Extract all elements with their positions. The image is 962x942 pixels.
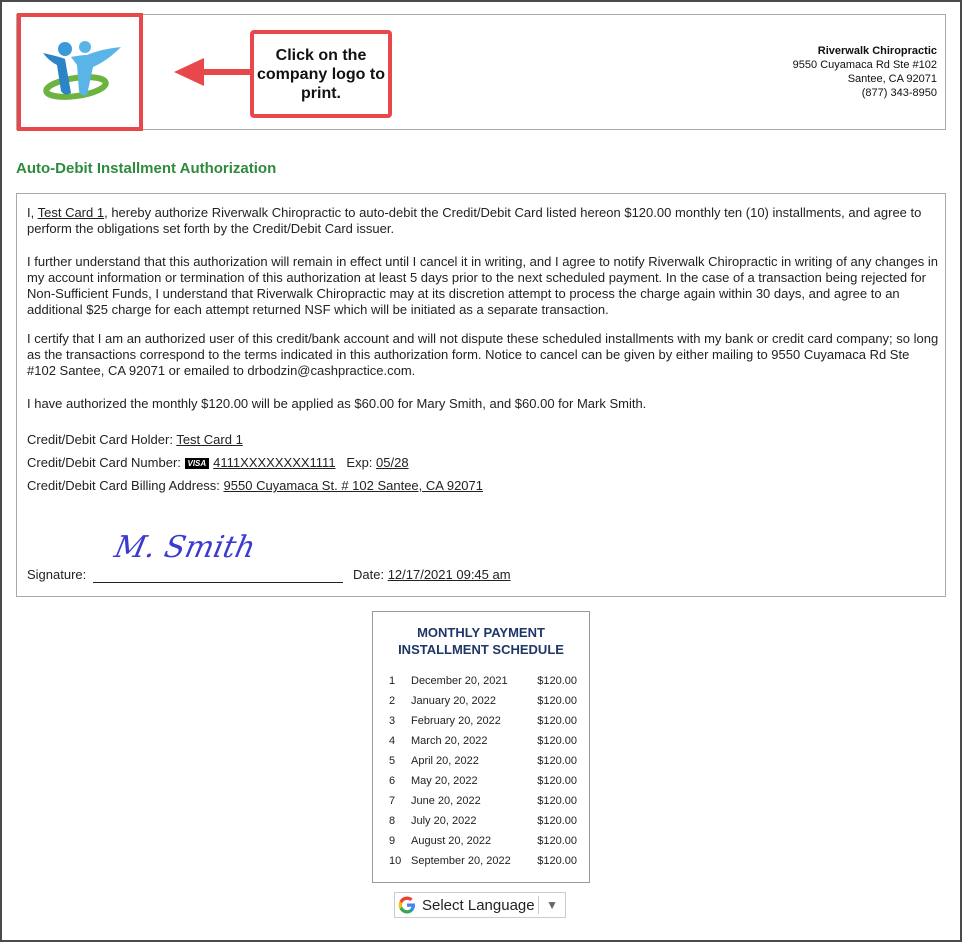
installment-amount: $120.00 — [537, 855, 577, 867]
card-number-field — [27, 455, 409, 471]
billing-address-label: Credit/Debit Card Billing Address: — [27, 478, 224, 493]
installment-date: July 20, 2022 — [411, 815, 477, 827]
language-select-label: Select Language — [422, 896, 535, 914]
page-title: Auto-Debit Installment Authorization — [16, 160, 277, 177]
installment-amount: $120.00 — [537, 835, 577, 847]
schedule-row — [373, 811, 589, 831]
cardholder-name: Test Card 1 — [37, 205, 105, 220]
card-number-value: 4111XXXXXXXX1111 — [213, 455, 336, 470]
installment-number: 7 — [389, 795, 396, 807]
installment-amount: $120.00 — [537, 715, 577, 727]
p1-text: , hereby authorize Riverwalk Chiropractic to auto-debit the Credit/Debit Card listed hereon $120.00 monthly ten (10) installments, and agree to perform the obligations set forth by the Credit/Debit Card issuer. — [27, 205, 922, 236]
card-holder-field — [27, 432, 243, 448]
card-number-label: Credit/Debit Card Number: — [27, 455, 185, 470]
installment-amount: $120.00 — [537, 755, 577, 767]
visa-icon: VISA — [185, 458, 210, 469]
installment-date: March 20, 2022 — [411, 735, 488, 747]
installment-date: May 20, 2022 — [411, 775, 478, 787]
billing-address-field — [27, 478, 483, 494]
language-divider — [538, 896, 539, 914]
schedule-title — [373, 624, 589, 658]
installment-date: April 20, 2022 — [411, 755, 479, 767]
dropdown-caret-icon: ▼ — [546, 898, 558, 912]
company-address-line2: Santee, CA 92071 — [847, 73, 937, 85]
schedule-row — [373, 851, 589, 871]
installment-date: August 20, 2022 — [411, 835, 492, 847]
company-name: Riverwalk Chiropractic — [817, 45, 937, 57]
card-exp-value: 05/28 — [376, 455, 409, 470]
installment-number: 1 — [389, 675, 396, 687]
schedule-row — [373, 731, 589, 751]
signature-label: Signature: — [27, 567, 87, 582]
authorization-body — [16, 193, 946, 597]
schedule-row — [373, 791, 589, 811]
company-phone: (877) 343-8950 — [861, 87, 937, 99]
arrow-left-icon — [174, 58, 204, 86]
installment-amount: $120.00 — [537, 735, 577, 747]
schedule-title-line1: MONTHLY PAYMENT — [417, 625, 545, 640]
installment-number: 2 — [389, 695, 396, 707]
schedule-row — [373, 771, 589, 791]
installment-date: June 20, 2022 — [411, 795, 481, 807]
installment-amount: $120.00 — [537, 775, 577, 787]
paragraph-1 — [27, 205, 939, 237]
schedule-row — [373, 751, 589, 771]
language-select[interactable] — [394, 892, 566, 918]
signature-line — [93, 582, 343, 583]
paragraph-3: I certify that I am an authorized user of this credit/bank account and will not dispute these scheduled installments with my bank or credit card company; so long as the transactions correspond to the terms indicated in this authorization form. Notice to cancel can be given by either mailing to 9550 Cuyamaca Rd Ste #102 Santee, CA 92071 or emailed to drbodzin@cashpractice.com. — [27, 331, 939, 378]
installment-number: 6 — [389, 775, 396, 787]
signature-date-field — [353, 567, 511, 583]
date-value: 12/17/2021 09:45 am — [387, 567, 511, 582]
card-holder-label: Credit/Debit Card Holder: — [27, 432, 177, 447]
installment-number: 9 — [389, 835, 396, 847]
card-exp-label: Exp: — [346, 455, 377, 470]
paragraph-4: I have authorized the monthly $120.00 will be applied as $60.00 for Mary Smith, and $60.00 for Mark Smith. — [27, 396, 647, 411]
google-icon — [398, 896, 416, 914]
p1-prefix: I, — [27, 205, 38, 220]
installment-number: 8 — [389, 815, 396, 827]
card-holder-value: Test Card 1 — [176, 432, 243, 447]
schedule-row — [373, 711, 589, 731]
company-info — [793, 44, 937, 100]
paragraph-2: I further understand that this authorization will remain in effect until I cancel it in writing, and I agree to notify Riverwalk Chiropractic in writing of any changes in my account information or termination of this authorization at least 5 days prior to the next scheduled payment. In the case of a transaction being rejected for Non-Sufficient Funds, I understand that Riverwalk Chiropractic may at its discretion attempt to process the charge again within 30 days, and agree to an additional $25 charge for each attempt returned NSF which will be initiated as a separate transaction. — [27, 254, 938, 317]
date-label: Date: — [353, 567, 388, 582]
company-logo[interactable] — [17, 13, 143, 131]
company-header — [16, 14, 946, 130]
installment-date: January 20, 2022 — [411, 695, 497, 707]
schedule-row — [373, 671, 589, 691]
installment-amount: $120.00 — [537, 815, 577, 827]
installment-number: 5 — [389, 755, 396, 767]
signature-image: M. Smith — [111, 530, 259, 565]
installment-number: 3 — [389, 715, 396, 727]
installment-date: February 20, 2022 — [411, 715, 501, 727]
schedule-row — [373, 831, 589, 851]
installment-date: December 20, 2021 — [411, 675, 508, 687]
schedule-row — [373, 691, 589, 711]
installment-number: 4 — [389, 735, 396, 747]
installment-amount: $120.00 — [537, 675, 577, 687]
logo-people-icon — [21, 17, 139, 127]
billing-address-value: 9550 Cuyamaca St. # 102 Santee, CA 92071 — [223, 478, 483, 493]
installment-amount: $120.00 — [537, 795, 577, 807]
installment-amount: $120.00 — [537, 695, 577, 707]
installment-date: September 20, 2022 — [411, 855, 511, 867]
installment-number: 10 — [389, 855, 402, 867]
schedule-title-line2: INSTALLMENT SCHEDULE — [398, 642, 564, 657]
print-hint-callout: Click on the company logo to print. — [250, 30, 392, 118]
installment-schedule — [372, 611, 590, 883]
company-address-line1: 9550 Cuyamaca Rd Ste #102 — [792, 59, 937, 71]
